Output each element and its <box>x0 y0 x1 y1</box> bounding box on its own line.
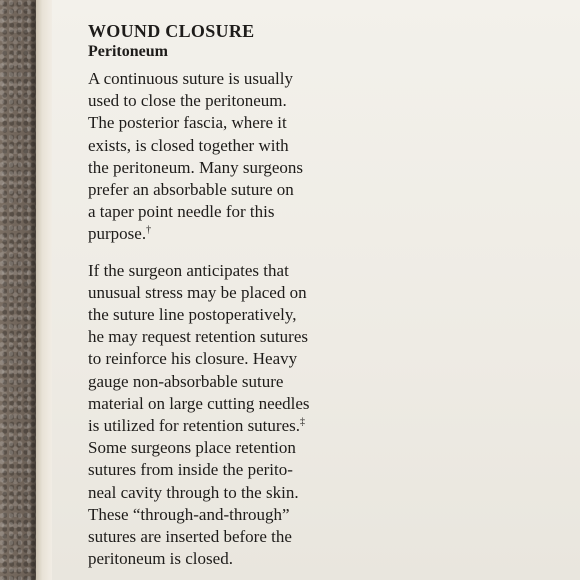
page-edge <box>36 0 52 580</box>
text-line-with-footnote <box>88 223 388 245</box>
text-line: material on large cutting needles <box>88 393 310 413</box>
text-line: to reinforce his closure. Heavy <box>88 349 298 369</box>
text-line: purpose. <box>88 224 147 244</box>
text-line-with-footnote <box>88 415 388 437</box>
text-line: prefer an absorbable suture on <box>88 180 294 200</box>
paragraph-2 <box>88 260 388 571</box>
text-line: A continuous suture is usually <box>88 69 293 88</box>
footnote-dagger: † <box>146 224 152 236</box>
text-line: the peritoneum. Many surgeons <box>88 157 303 177</box>
text-line: used to close the peritoneum. <box>88 91 287 111</box>
text-line: a taper point needle for this <box>88 202 275 222</box>
paragraph-1 <box>88 68 388 246</box>
section-heading: WOUND CLOSURE <box>88 21 255 41</box>
text-line: peritoneum is closed. <box>88 549 233 569</box>
text-line: If the surgeon anticipates that <box>88 260 289 280</box>
section-subheading: Peritoneum <box>88 43 168 60</box>
book-page <box>52 0 580 580</box>
text-line: is utilized for retention sutures. <box>88 416 300 436</box>
text-line: the suture line postoperatively, <box>88 305 297 325</box>
text-block <box>88 20 388 580</box>
text-line: The posterior fascia, where it <box>88 113 287 133</box>
text-line: exists, is closed together with <box>88 135 289 155</box>
text-line: gauge non-absorbable suture <box>88 371 284 391</box>
text-line: he may request retention sutures <box>88 327 308 347</box>
text-line: sutures are inserted before the <box>88 527 292 547</box>
text-line: neal cavity through to the skin. <box>88 482 299 502</box>
text-line: unusual stress may be placed on <box>88 282 307 302</box>
text-line: Some surgeons place retention <box>88 438 296 458</box>
text-line: sutures from inside the perito- <box>88 460 293 480</box>
text-line: These “through-and-through” <box>88 504 290 524</box>
footnote-double-dagger: ‡ <box>299 416 305 428</box>
